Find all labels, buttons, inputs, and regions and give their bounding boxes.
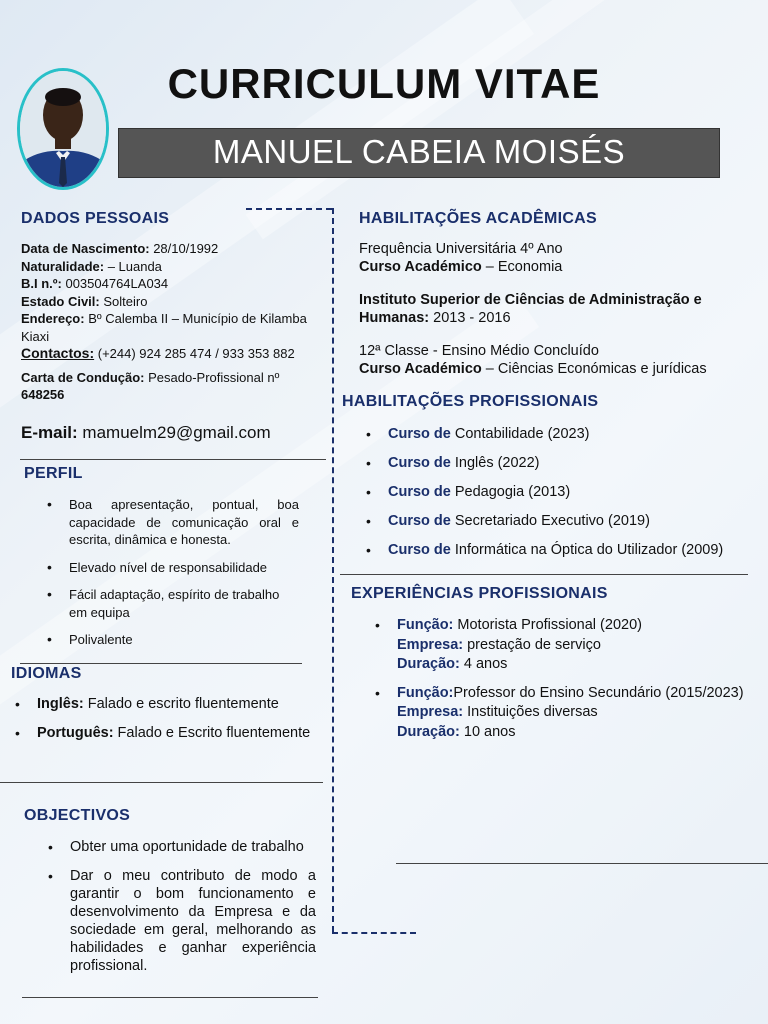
- candidate-name-bar: [118, 128, 720, 178]
- list-item: • Curso de Contabilidade (2023): [388, 425, 768, 443]
- section-heading-dados: DADOS PESSOAIS: [21, 210, 170, 227]
- dashed-divider-vertical: [332, 208, 334, 932]
- section-heading-idiomas: IDIOMAS: [11, 665, 82, 682]
- divider: [396, 863, 768, 864]
- perfil-list: [69, 496, 299, 649]
- list-item: • Curso de Inglês (2022): [388, 454, 768, 472]
- document-title: CURRICULUM VITAE: [167, 60, 601, 107]
- objectivos-list: [70, 838, 316, 975]
- email-line: E-mail: mamuelm29@gmail.com: [21, 423, 271, 442]
- list-item: • Inglês: Falado e escrito fluentemente: [37, 695, 332, 713]
- divider: [22, 997, 318, 998]
- list-item: • Elevado nível de responsabilidade: [69, 559, 299, 577]
- section-heading-profissionais: HABILITAÇÕES PROFISSIONAIS: [342, 393, 599, 410]
- profissionais-list: [388, 425, 768, 559]
- personal-data: Data de Nascimento: 28/10/1992 Naturalidade: – Luanda B.I n.º: 003504764LA034 Estado Civil: Solteiro Endereço: Bº Calemba II – Município de Kilamba Kiaxi Contactos: (+244) 924 285 474 / 933 353 882 Carta de Condução: Pesado-Profissional nº 648256: [21, 241, 307, 402]
- experiencias-list: [397, 616, 768, 742]
- list-item: • Função:Professor do Ensino Secundário (2015/2023) Empresa: Instituições diversas Duração: 10 anos: [397, 684, 768, 743]
- list-item: • Fácil adaptação, espírito de trabalho em equipa: [69, 586, 299, 621]
- idiomas-list: [37, 695, 332, 742]
- dashed-divider-bottom: [332, 932, 416, 934]
- list-item: • Curso de Informática na Óptica do Utilizador (2009): [388, 541, 768, 559]
- academic-data: Frequência Universitária 4º Ano Curso Académico – Economia Instituto Superior de Ciências de Administração e Humanas: 2013 - 2016 12ª Classe - Ensino Médio Concluído Curso Académico – Ciências Económicas e jurídicas: [359, 241, 707, 377]
- list-item: • Polivalente: [69, 631, 299, 649]
- section-heading-experiencias: EXPERIÊNCIAS PROFISSIONAIS: [351, 585, 608, 602]
- divider: [0, 782, 323, 783]
- list-item: • Curso de Secretariado Executivo (2019): [388, 512, 768, 530]
- candidate-name: MANUEL CABEIA MOISÉS: [212, 133, 626, 170]
- section-heading-academicas: HABILITAÇÕES ACADÊMICAS: [359, 210, 598, 227]
- list-item: • Função: Motorista Profissional (2020) Empresa: prestação de serviço Duração: 4 anos: [397, 616, 768, 675]
- list-item: • Português: Falado e Escrito fluentemente: [37, 724, 332, 742]
- divider: [20, 663, 302, 664]
- section-heading-objectivos: OBJECTIVOS: [24, 807, 131, 824]
- list-item: • Obter uma oportunidade de trabalho: [70, 838, 316, 856]
- dashed-divider-top: [246, 208, 332, 210]
- divider: [20, 459, 326, 460]
- list-item: • Boa apresentação, pontual, boa capacidade de comunicação oral e escrita, dinâmica e honesta.: [69, 496, 299, 549]
- section-heading-perfil: PERFIL: [24, 465, 83, 482]
- list-item: • Dar o meu contributo de modo a garantir o bom funcionamento e desenvolvimento da Empresa e da sociedade em geral, melhorando as habilidades e ganhar experiência profissional.: [70, 867, 316, 975]
- divider: [340, 574, 748, 575]
- list-item: • Curso de Pedagogia (2013): [388, 483, 768, 501]
